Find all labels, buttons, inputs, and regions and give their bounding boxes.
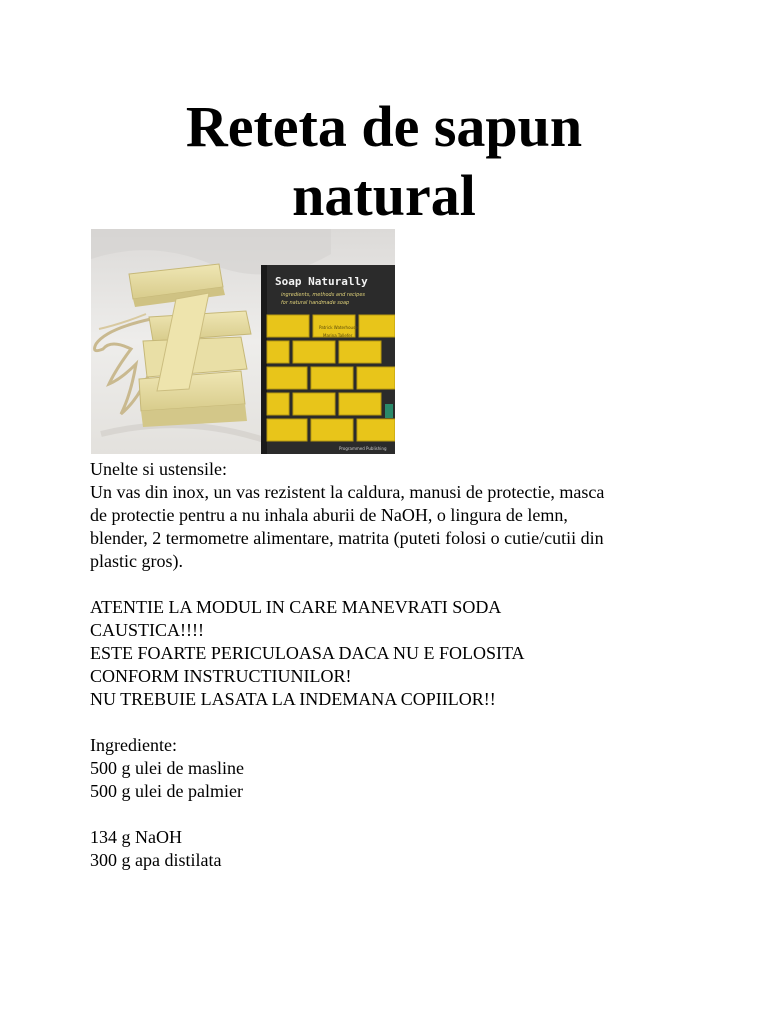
book-title: Soap Naturally [275,275,368,288]
warning-line: CAUSTICA!!!! [90,620,204,640]
tools-heading: Unelte si ustensile: [90,459,227,479]
book-subtitle-2: for natural handmade soap [281,300,350,306]
book-publisher: Programmed Publishing [339,446,387,451]
warning-line: NU TREBUIE LASATA LA INDEMANA COPIILOR!! [90,689,496,709]
ingredient-item: 500 g ulei de palmier [90,781,243,801]
ingredient-item: 134 g NaOH [90,827,182,847]
ingredients-heading: Ingrediente: [90,735,177,755]
document-title [0,92,768,230]
soap-photo [91,229,395,454]
ingredient-item: 500 g ulei de masline [90,758,244,778]
warning-line: CONFORM INSTRUCTIUNILOR! [90,666,352,686]
warning-line: ESTE FOARTE PERICULOASA DACA NU E FOLOSITA [90,643,525,663]
book-author-1: Patrick Waterhouse [319,325,358,330]
book-author-2: Marina Tallefer [323,333,353,338]
recipe-body [90,458,700,872]
tools-line: plastic gros). [90,551,183,571]
tools-line: Un vas din inox, un vas rezistent la caldura, manusi de protectie, masca [90,482,605,502]
title-line-2: natural [292,163,476,228]
tools-line: de protectie pentru a nu inhala aburii de NaOH, o lingura de lemn, [90,505,568,525]
warning-line: ATENTIE LA MODUL IN CARE MANEVRATI SODA [90,597,502,617]
ingredient-item: 300 g apa distilata [90,850,222,870]
tools-line: blender, 2 termometre alimentare, matrita (puteti folosi o cutie/cutii din [90,528,604,548]
book [261,265,395,454]
title-line-1: Reteta de sapun [185,94,583,159]
book-subtitle-1: ingredients, methods and recipes [281,292,366,298]
